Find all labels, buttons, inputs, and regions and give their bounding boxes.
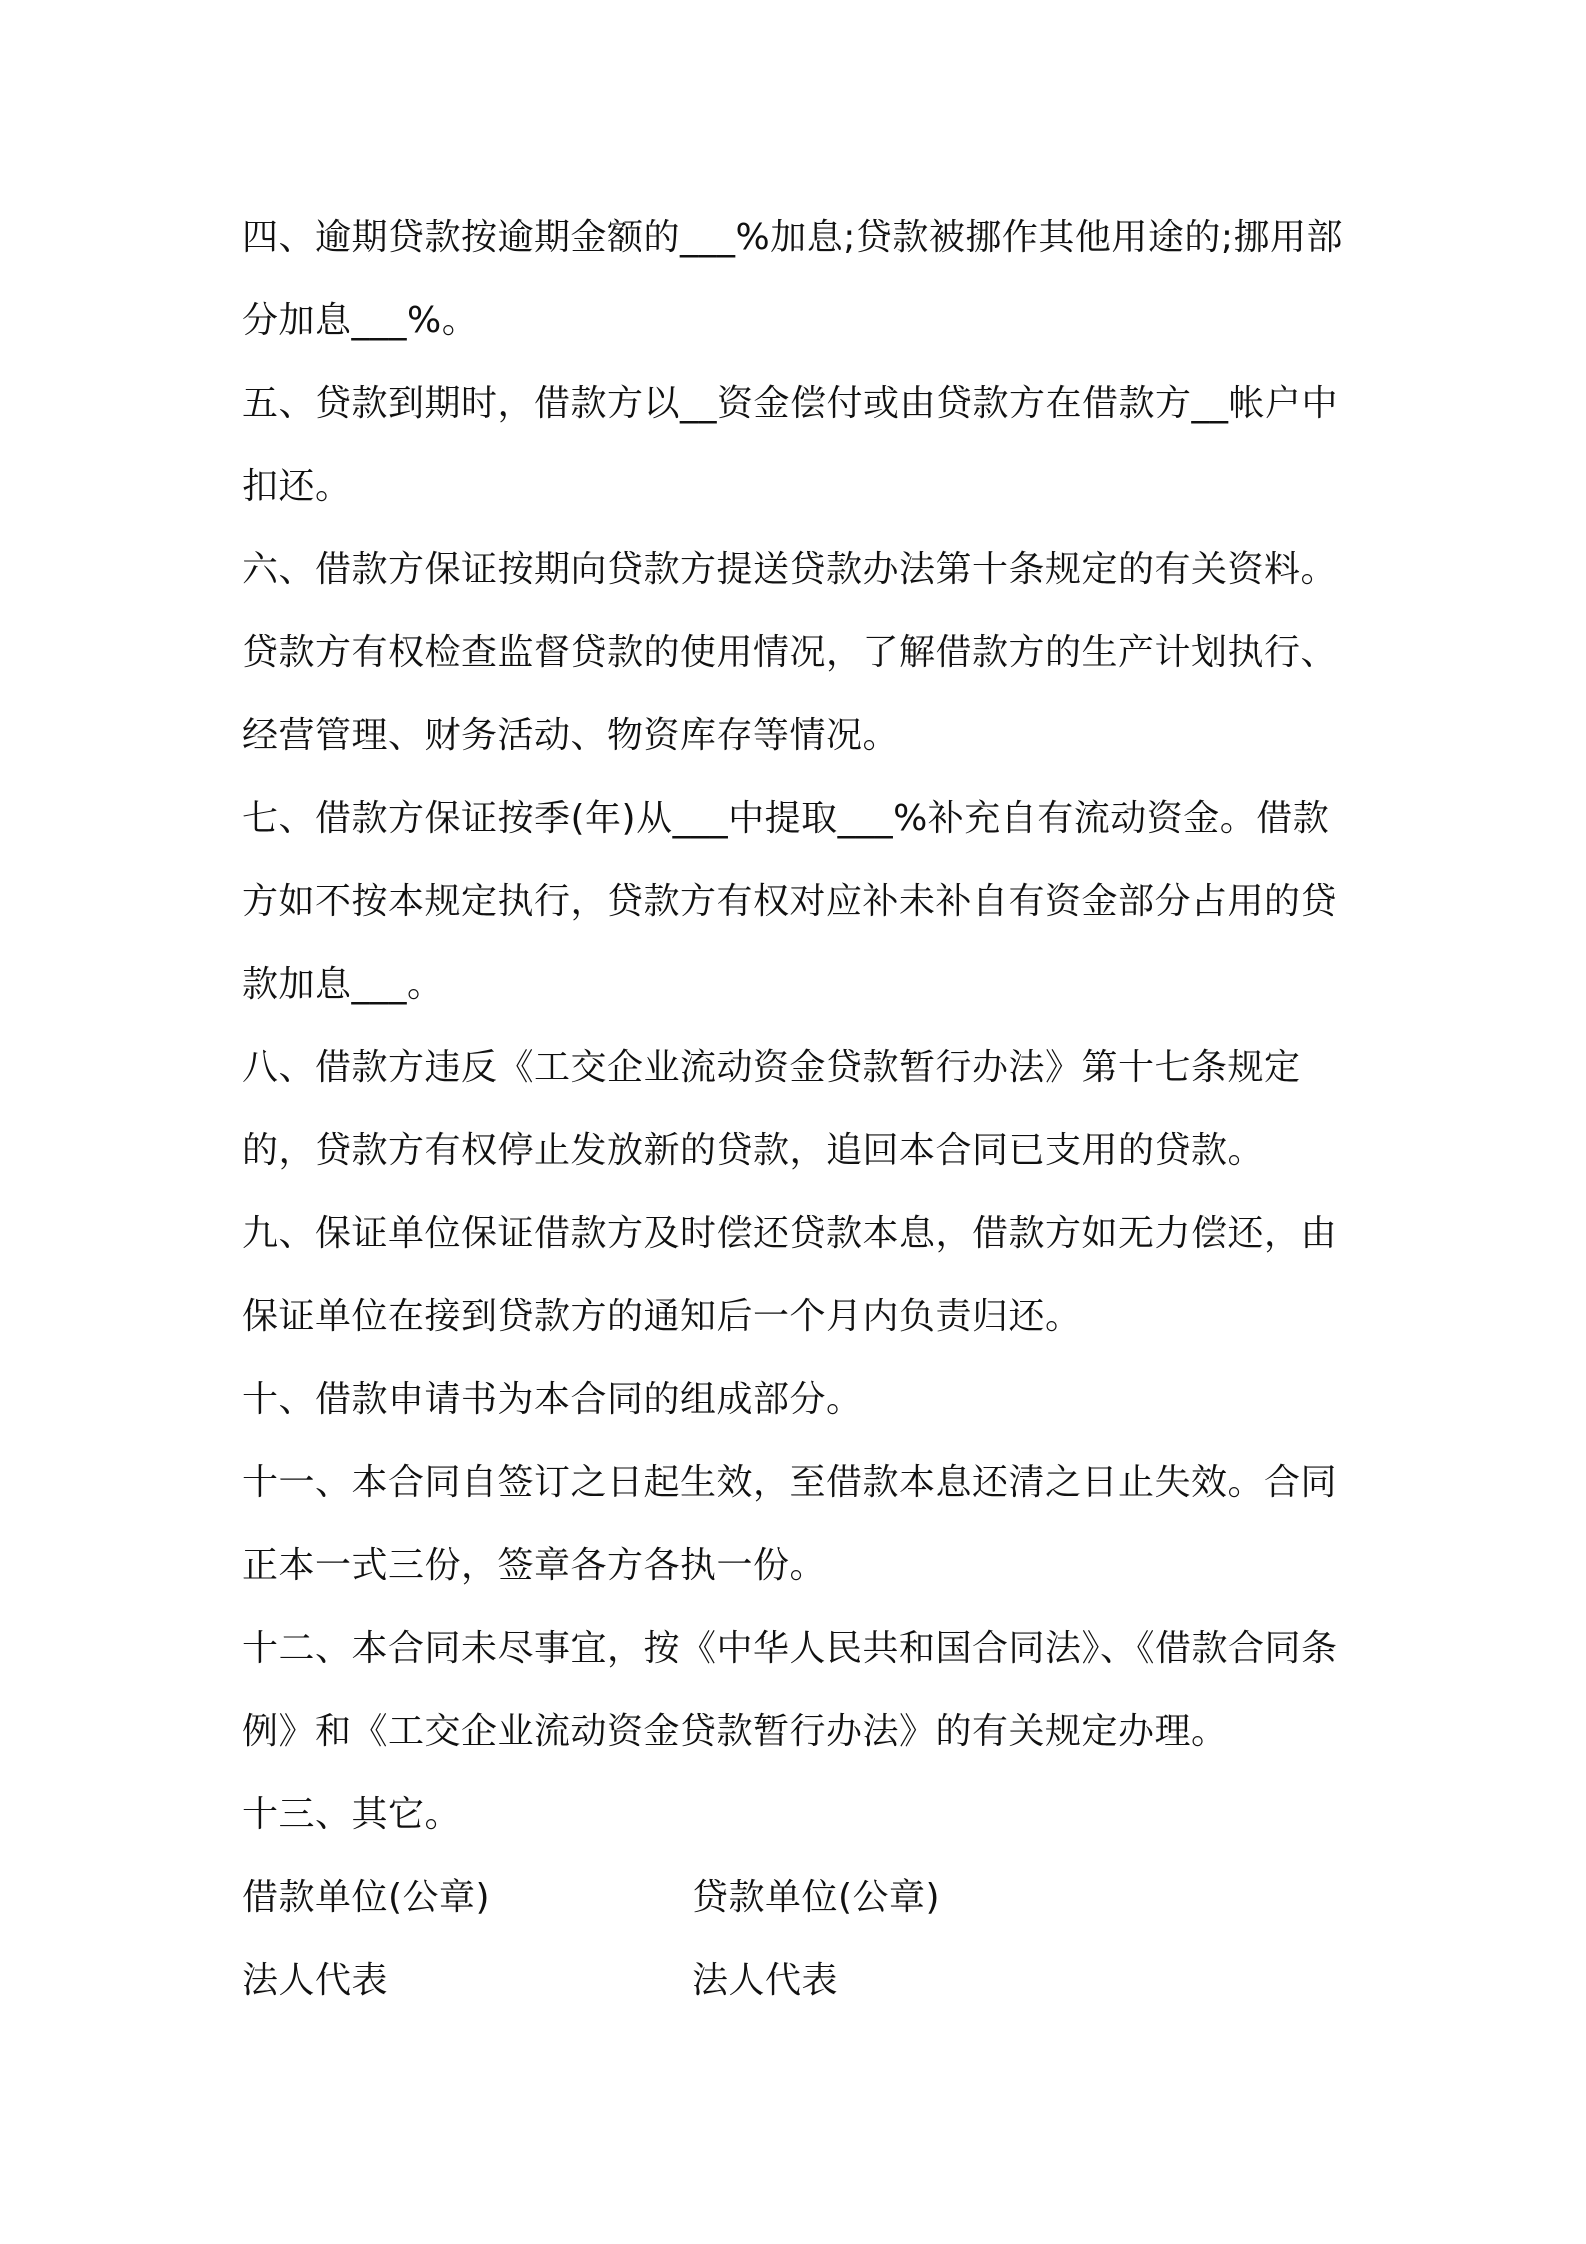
contract-body — [242, 196, 1362, 2022]
clause-9: 九、保证单位保证借款方及时偿还贷款本息，借款方如无力偿还，由保证单位在接到贷款方的通知后一个月内负责归还。 — [242, 1213, 1338, 1337]
clause-13: 十三、其它。 — [242, 1794, 462, 1835]
borrower-legal-representative: 法人代表 — [242, 1960, 389, 2001]
clause-12: 十二、本合同未尽事宜，按《中华人民共和国合同法》、《借款合同条例》和《工交企业流动资金贷款暂行办法》的有关规定办理。 — [242, 1628, 1338, 1752]
clause-6: 六、借款方保证按期向贷款方提送贷款办法第十条规定的有关资料。贷款方有权检查监督贷款的使用情况，了解借款方的生产计划执行、经营管理、财务活动、物资库存等情况。 — [242, 549, 1338, 756]
lender-legal-representative: 法人代表 — [692, 1960, 839, 2001]
lender-unit-seal: 贷款单位(公章) — [692, 1877, 941, 1918]
signature-row-representatives — [242, 1939, 1362, 2022]
clause-5: 五、贷款到期时，借款方以__资金偿付或由贷款方在借款方__帐户中扣还。 — [242, 383, 1339, 507]
signature-row-units — [242, 1856, 1362, 1939]
borrower-unit-seal: 借款单位(公章) — [242, 1877, 491, 1918]
clause-11: 十一、本合同自签订之日起生效，至借款本息还清之日止失效。合同正本一式三份，签章各方各执一份。 — [242, 1462, 1338, 1586]
clause-4: 四、逾期贷款按逾期金额的___%加息;贷款被挪作其他用途的;挪用部分加息___%。 — [242, 217, 1343, 341]
clause-7: 七、借款方保证按季(年)从___中提取___%补充自有流动资金。借款方如不按本规定执行，贷款方有权对应补未补自有资金部分占用的贷款加息___。 — [242, 798, 1338, 1005]
clause-10: 十、借款申请书为本合同的组成部分。 — [242, 1379, 863, 1420]
clause-8: 八、借款方违反《工交企业流动资金贷款暂行办法》第十七条规定的，贷款方有权停止发放新的贷款，追回本合同已支用的贷款。 — [242, 1047, 1301, 1171]
